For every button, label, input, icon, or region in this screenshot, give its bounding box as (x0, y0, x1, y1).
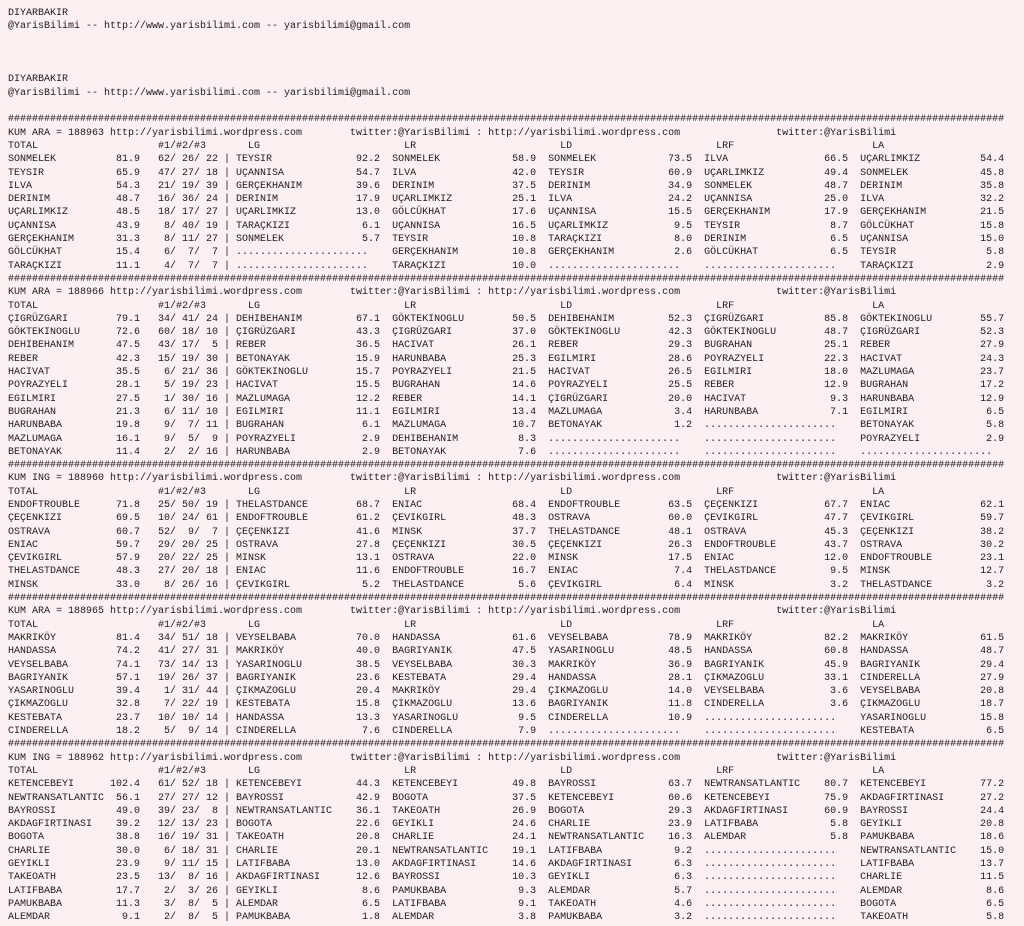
table-row: ENIAC 59.7 29/ 20/ 25 | OSTRAVA 27.8 ÇEÇENKIZI 30.5 ÇEÇENKIZI 26.3 ENDOFTROUBLE 43.7 OSTRAVA 30.2 (8, 539, 1005, 551)
blank-spacer (8, 100, 1024, 113)
section-separator: ###################################################################################################################################################################### (8, 273, 1005, 285)
table-row: ILVA 54.3 21/ 19/ 39 | GERÇEKHANIM 39.6 DERINIM 37.5 DERINIM 34.9 SONMELEK 48.7 DERINIM 35.8 (8, 180, 1005, 192)
column-header-line: TOTAL #1/#2/#3 LG LR LD LRF LA (8, 140, 885, 152)
table-row: ÇIGRÜZGARI 79.1 34/ 41/ 24 | DEHIBEHANIM 67.1 GÖKTEKINOGLU 50.5 DEHIBEHANIM 52.3 ÇIGRÜZGARI 85.8 GÖKTEKINOGLU 55.7 (8, 313, 1005, 325)
table-row: TAKEOATH 23.5 13/ 8/ 16 | AKDAGFIRTINASI 12.6 BAYROSSI 10.3 GEYIKLI 6.3 ...................... CHARLIE 11.5 (8, 872, 1005, 884)
section-separator: ###################################################################################################################################################################### (8, 739, 1005, 751)
page-header (8, 7, 1024, 34)
table-row: REBER 42.3 15/ 19/ 30 | BETONAYAK 15.9 HARUNBABA 25.3 EGILMIRI 28.6 POYRAZYELI 22.3 HACIVAT 24.3 (8, 353, 1005, 365)
table-row: EGILMIRI 27.5 1/ 30/ 16 | MAZLUMAGA 12.2 REBER 14.1 ÇIGRÜZGARI 20.0 HACIVAT 9.3 HARUNBABA 12.9 (8, 393, 1005, 405)
table-row: POYRAZYELI 28.1 5/ 19/ 23 | HACIVAT 15.5 BUGRAHAN 14.6 POYRAZYELI 25.5 REBER 12.9 BUGRAHAN 17.2 (8, 380, 1005, 392)
table-row: PAMUKBABA 11.3 3/ 8/ 5 | ALEMDAR 6.5 LATIFBABA 9.1 TAKEOATH 4.6 ...................... BOGOTA 6.5 (8, 898, 1005, 910)
report-section (8, 592, 1024, 738)
column-header-line: TOTAL #1/#2/#3 LG LR LD LRF LA (8, 765, 885, 777)
blank-spacer (8, 34, 1024, 74)
table-row: YASARINOGLU 39.4 1/ 31/ 44 | ÇIKMAZOGLU 20.4 MAKRIKÖY 29.4 ÇIKMAZOGLU 14.0 VEYSELBABA 3.6 VEYSELBABA 20.8 (8, 686, 1005, 698)
table-row: GERÇEKHANIM 31.3 8/ 11/ 27 | SONMELEK 5.7 TEYSIR 10.8 TARAÇKIZI 8.0 DERINIM 6.5 UÇANNISA 15.0 (8, 234, 1005, 246)
table-row: MAKRIKÖY 81.4 34/ 51/ 18 | VEYSELBABA 70.0 HANDASSA 61.6 VEYSELBABA 78.9 MAKRIKÖY 82.2 MAKRIKÖY 61.5 (8, 632, 1005, 644)
table-row: KETENCEBEYI 102.4 61/ 52/ 18 | KETENCEBEYI 44.3 KETENCEBEYI 49.8 BAYROSSI 63.7 NEWTRANSATLANTIC 80.7 KETENCEBEYI 77.2 (8, 779, 1005, 791)
table-row: BAGRIYANIK 57.1 19/ 26/ 37 | BAGRIYANIK 23.6 KESTEBATA 29.4 HANDASSA 28.1 ÇIKMAZOGLU 33.1 CINDERELLA 27.9 (8, 672, 1005, 684)
section-title-line: KUM ARA = 188965 http://yarisbilimi.wordpress.com twitter:@YarisBilimi : http://yarisbilimi.wordpress.com twitter:@YarisBilimi (8, 606, 897, 618)
table-row: ALEMDAR 9.1 2/ 8/ 5 | PAMUKBABA 1.8 ALEMDAR 3.8 PAMUKBABA 3.2 ...................... TAKEOATH 5.8 (8, 912, 1005, 924)
table-row: GEYIKLI 23.9 9/ 11/ 15 | LATIFBABA 13.0 AKDAGFIRTINASI 14.6 AKDAGFIRTINASI 6.3 ...................... LATIFBABA 13.7 (8, 859, 1005, 870)
section-title-line: KUM ARA = 188963 http://yarisbilimi.wordpress.com twitter:@YarisBilimi : http://yarisbilimi.wordpress.com twitter:@YarisBilimi (8, 127, 897, 139)
table-row: OSTRAVA 60.7 52/ 9/ 7 | ÇEÇENKIZI 41.6 MINSK 37.7 THELASTDANCE 48.1 OSTRAVA 45.3 ÇEÇENKIZI 38.2 (8, 526, 1005, 538)
contact-line: @YarisBilimi -- http://www.yarisbilimi.com -- yarisbilimi@gmail.com (8, 21, 411, 33)
page-header-repeat (8, 73, 1024, 100)
table-row: CINDERELLA 18.2 5/ 9/ 14 | CINDERELLA 7.6 CINDERELLA 7.9 ...................... ...................... KESTEBATA 6.5 (8, 726, 1005, 738)
table-row: NEWTRANSATLANTIC 56.1 27/ 27/ 12 | BAYROSSI 42.9 BOGOTA 37.5 KETENCEBEYI 60.6 KETENCEBEYI 75.9 AKDAGFIRTINASI 27.2 (8, 792, 1005, 804)
table-row: GÖKTEKINOGLU 72.6 60/ 18/ 10 | ÇIGRÜZGARI 43.3 ÇIGRÜZGARI 37.0 GÖKTEKINOGLU 42.3 GÖKTEKINOGLU 48.7 ÇIGRÜZGARI 52.3 (8, 327, 1005, 339)
table-row: LATIFBABA 17.7 2/ 3/ 26 | GEYIKLI 8.6 PAMUKBABA 9.3 ALEMDAR 5.7 ...................... ALEMDAR 8.6 (8, 885, 1005, 897)
table-row: DEHIBEHANIM 47.5 43/ 17/ 5 | REBER 36.5 HACIVAT 26.1 REBER 29.3 BUGRAHAN 25.1 REBER 27.9 (8, 340, 1005, 352)
report-section (8, 273, 1024, 459)
column-header-line: TOTAL #1/#2/#3 LG LR LD LRF LA (8, 486, 885, 498)
table-row: HARUNBABA 19.8 9/ 7/ 11 | BUGRAHAN 6.1 MAZLUMAGA 10.7 BETONAYAK 1.2 ...................... BETONAYAK 5.8 (8, 420, 1005, 432)
table-row: HANDASSA 74.2 41/ 27/ 31 | MAKRIKÖY 40.0 BAGRIYANIK 47.5 YASARINOGLU 48.5 HANDASSA 60.8 HANDASSA 48.7 (8, 646, 1005, 658)
table-row: UÇARLIMKIZ 48.5 18/ 17/ 27 | UÇARLIMKIZ 13.0 GÖLCÜKHAT 17.6 UÇANNISA 15.5 GERÇEKHANIM 17.9 GERÇEKHANIM 21.5 (8, 207, 1005, 219)
location-title: DIYARBAKIR (8, 74, 69, 86)
table-row: UÇANNISA 43.9 8/ 40/ 19 | TARAÇKIZI 6.1 UÇANNISA 16.5 UÇARLIMKIZ 9.5 TEYSIR 8.7 GÖLCÜKHAT 15.8 (8, 220, 1005, 232)
report-section (8, 113, 1024, 273)
table-row: BUGRAHAN 21.3 6/ 11/ 10 | EGILMIRI 11.1 EGILMIRI 13.4 MAZLUMAGA 3.4 HARUNBABA 7.1 EGILMIRI 6.5 (8, 406, 1005, 418)
table-row: ÇEÇENKIZI 69.5 10/ 24/ 61 | ENDOFTROUBLE 61.2 ÇEVIKGIRL 48.3 OSTRAVA 60.0 ÇEVIKGIRL 47.7 ÇEVIKGIRL 59.7 (8, 513, 1005, 525)
table-row: HACIVAT 35.5 6/ 21/ 36 | GÖKTEKINOGLU 15.7 POYRAZYELI 21.5 HACIVAT 26.5 EGILMIRI 18.0 MAZLUMAGA 23.7 (8, 367, 1005, 379)
table-row: SONMELEK 81.9 62/ 26/ 22 | TEYSIR 92.2 SONMELEK 58.9 SONMELEK 73.5 ILVA 66.5 UÇARLIMKIZ 54.4 (8, 154, 1005, 166)
table-row: BAYROSSI 49.0 39/ 23/ 8 | NEWTRANSATLANTIC 36.1 TAKEOATH 26.9 BOGOTA 29.3 AKDAGFIRTINASI 60.9 BAYROSSI 24.4 (8, 805, 1005, 817)
contact-line: @YarisBilimi -- http://www.yarisbilimi.com -- yarisbilimi@gmail.com (8, 87, 411, 99)
table-row: VEYSELBABA 74.1 73/ 14/ 13 | YASARINOGLU 38.5 VEYSELBABA 30.3 MAKRIKÖY 36.9 BAGRIYANIK 45.9 BAGRIYANIK 29.4 (8, 659, 1005, 671)
report-sections (8, 113, 1024, 924)
table-row: AKDAGFIRTINASI 39.2 12/ 13/ 23 | BOGOTA 22.6 GEYIKLI 24.6 CHARLIE 23.9 LATIFBABA 5.8 GEYIKLI 20.8 (8, 819, 1005, 831)
section-separator: ###################################################################################################################################################################### (8, 460, 1005, 472)
table-row: DERINIM 48.7 16/ 36/ 24 | DERINIM 17.9 UÇARLIMKIZ 25.1 ILVA 24.2 UÇANNISA 25.0 ILVA 32.2 (8, 194, 1005, 206)
table-row: THELASTDANCE 48.3 27/ 20/ 18 | ENIAC 11.6 ENDOFTROUBLE 16.7 ENIAC 7.4 THELASTDANCE 9.5 MINSK 12.7 (8, 566, 1005, 578)
table-row: TEYSIR 65.9 47/ 27/ 18 | UÇANNISA 54.7 ILVA 42.0 TEYSIR 60.9 UÇARLIMKIZ 49.4 SONMELEK 45.8 (8, 167, 1005, 179)
section-title-line: KUM ING = 188962 http://yarisbilimi.wordpress.com twitter:@YarisBilimi : http://yarisbilimi.wordpress.com twitter:@YarisBilimi (8, 752, 897, 764)
table-row: MINSK 33.0 8/ 26/ 16 | ÇEVIKGIRL 5.2 THELASTDANCE 5.6 ÇEVIKGIRL 6.4 MINSK 3.2 THELASTDANCE 3.2 (8, 579, 1005, 591)
table-row: TARAÇKIZI 11.1 4/ 7/ 7 | ...................... TARAÇKIZI 10.0 ...................... ...................... TARAÇKIZI 2.9 (8, 260, 1005, 272)
column-header-line: TOTAL #1/#2/#3 LG LR LD LRF LA (8, 619, 885, 631)
table-row: BOGOTA 38.8 16/ 19/ 31 | TAKEOATH 20.8 CHARLIE 24.1 NEWTRANSATLANTIC 16.3 ALEMDAR 5.8 PAMUKBABA 18.6 (8, 832, 1005, 844)
section-separator: ###################################################################################################################################################################### (8, 593, 1005, 605)
column-header-line: TOTAL #1/#2/#3 LG LR LD LRF LA (8, 300, 885, 312)
section-title-line: KUM ARA = 188966 http://yarisbilimi.wordpress.com twitter:@YarisBilimi : http://yarisbilimi.wordpress.com twitter:@YarisBilimi (8, 287, 897, 299)
table-row: ÇIKMAZOGLU 32.8 7/ 22/ 19 | KESTEBATA 15.8 ÇIKMAZOGLU 13.6 BAGRIYANIK 11.8 CINDERELLA 3.6 ÇIKMAZOGLU 18.7 (8, 699, 1005, 711)
section-separator: ###################################################################################################################################################################### (8, 114, 1005, 126)
table-row: ENDOFTROUBLE 71.8 25/ 50/ 19 | THELASTDANCE 68.7 ENIAC 68.4 ENDOFTROUBLE 63.5 ÇEÇENKIZI 67.7 ENIAC 62.1 (8, 499, 1005, 511)
table-row: CHARLIE 30.0 6/ 18/ 31 | CHARLIE 20.1 NEWTRANSATLANTIC 19.1 LATIFBABA 9.2 ...................... NEWTRANSATLANTIC 15.0 (8, 845, 1005, 857)
report-section (8, 459, 1024, 592)
report-section (8, 738, 1024, 924)
table-row: GÖLCÜKHAT 15.4 6/ 7/ 7 | ...................... GERÇEKHANIM 10.8 GERÇEKHANIM 2.6 GÖLCÜKHAT 6.5 TEYSIR 5.8 (8, 247, 1005, 259)
location-title: DIYARBAKIR (8, 8, 69, 19)
table-row: BETONAYAK 11.4 2/ 2/ 16 | HARUNBABA 2.9 BETONAYAK 7.6 ...................... ...................... ...................... (8, 446, 1005, 458)
section-title-line: KUM ING = 188960 http://yarisbilimi.wordpress.com twitter:@YarisBilimi : http://yarisbilimi.wordpress.com twitter:@YarisBilimi (8, 473, 897, 485)
table-row: ÇEVIKGIRL 57.9 20/ 22/ 25 | MINSK 13.1 OSTRAVA 22.0 MINSK 17.5 ENIAC 12.0 ENDOFTROUBLE 23.1 (8, 553, 1005, 565)
table-row: KESTEBATA 23.7 10/ 10/ 14 | HANDASSA 13.3 YASARINOGLU 9.5 CINDERELLA 10.9 ...................... YASARINOGLU 15.8 (8, 712, 1005, 724)
table-row: MAZLUMAGA 16.1 9/ 5/ 9 | POYRAZYELI 2.9 DEHIBEHANIM 8.3 ...................... ...................... POYRAZYELI 2.9 (8, 433, 1005, 445)
